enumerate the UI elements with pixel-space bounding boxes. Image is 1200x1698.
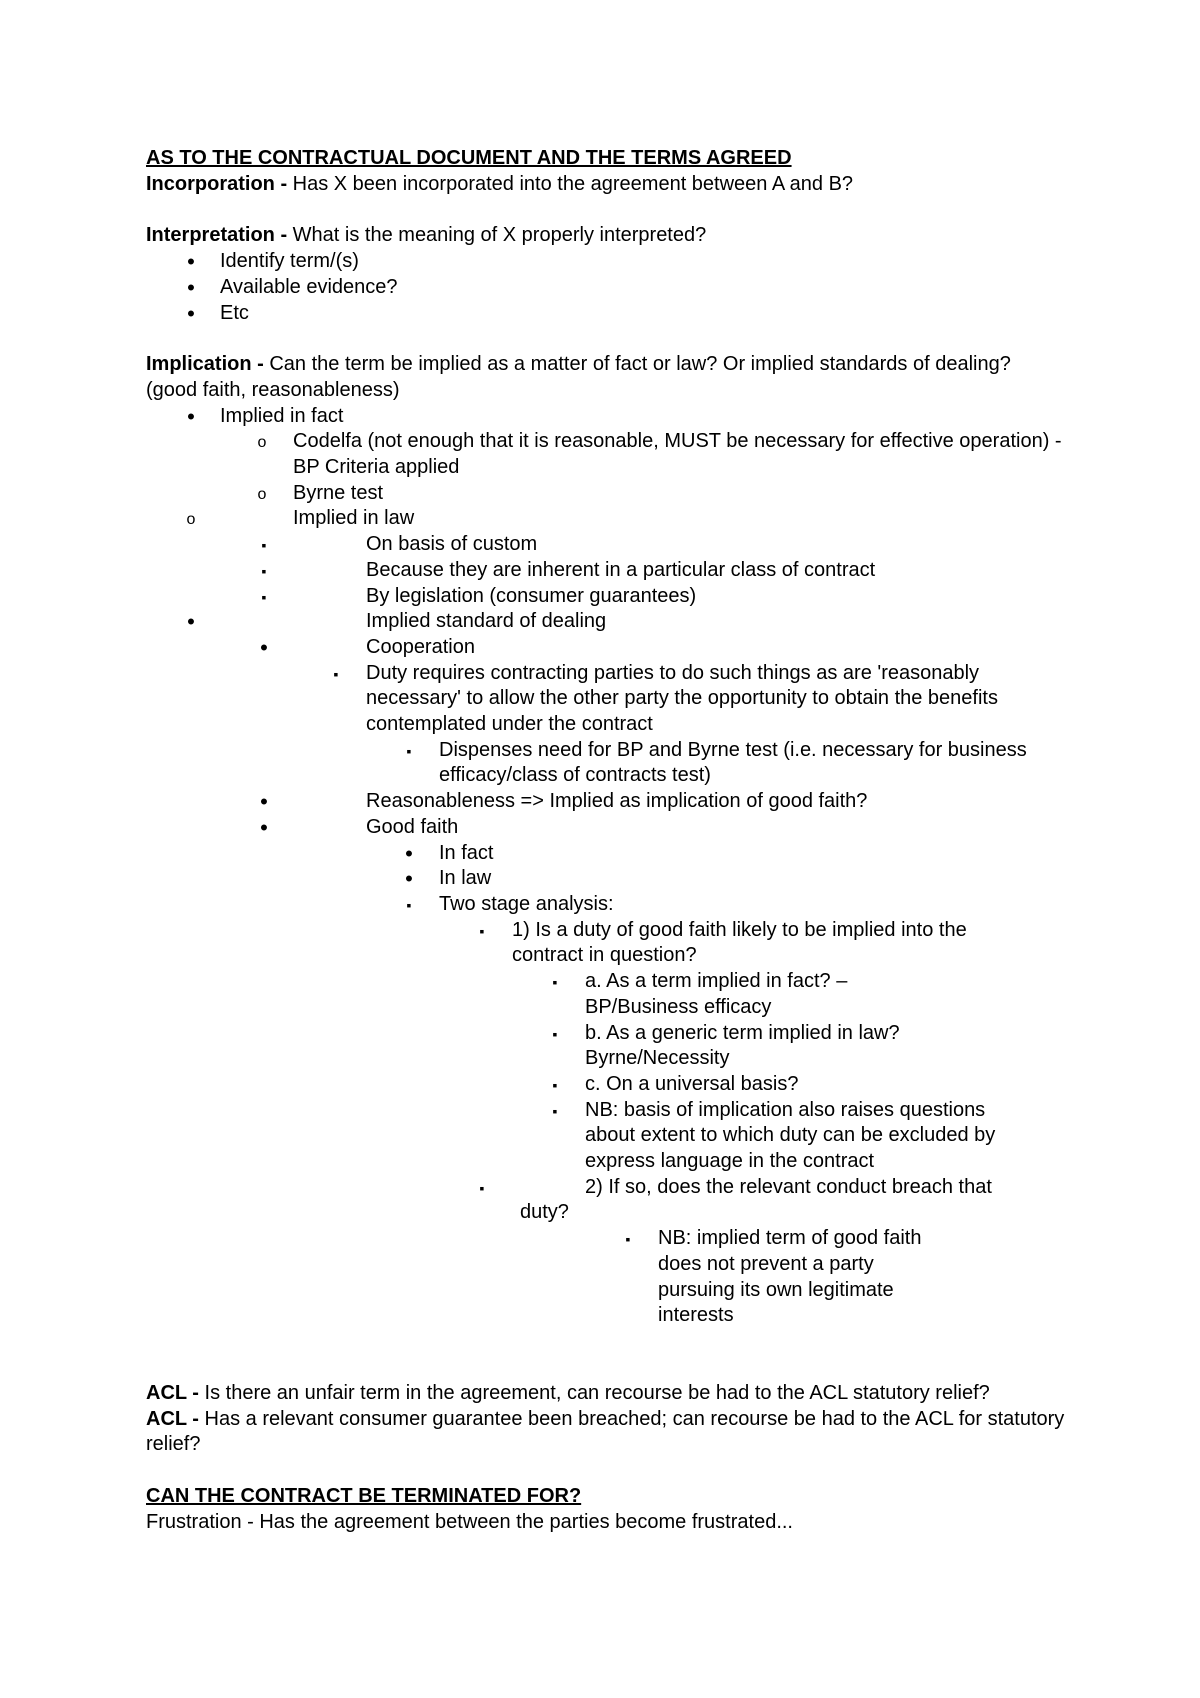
bullet-icon <box>254 815 274 843</box>
implication-list <box>146 404 1066 1329</box>
acl-consumer-guarantee-text: Has a relevant consumer guarantee been breached; can recourse be had to the ACL for statutory relief? <box>146 1407 1065 1456</box>
bullet-icon <box>181 301 201 329</box>
bullet-icon <box>181 404 201 432</box>
interpretation-text: What is the meaning of X properly interpreted? <box>287 224 707 247</box>
bullet-icon <box>181 275 201 303</box>
bullet-icon <box>254 635 274 663</box>
list-item: • Implied standard of dealing <box>146 609 1066 635</box>
list-item: • Etc <box>146 301 1066 327</box>
bullet-icon <box>181 249 201 277</box>
list-item: ▪ Duty requires contracting parties to do such things as are 'reasonably necessary' to allow the other party the opportunity to obtain the benefits contemplated under the contract <box>146 661 1066 738</box>
list-item: ▪ NB: implied term of good faith does not prevent a party pursuing its own legitimate interests <box>146 1226 1066 1329</box>
incorporation-text: Has X been incorporated into the agreement between A and B? <box>287 172 854 195</box>
interpretation-list <box>146 249 1066 326</box>
list-item: ▪ Dispenses need for BP and Byrne test (i.e. necessary for business efficacy/class of contracts test) <box>146 738 1066 789</box>
list-item: o Implied in law <box>146 506 1066 532</box>
list-item: ▪ c. On a universal basis? <box>146 1072 1066 1098</box>
section-heading-termination: CAN THE CONTRACT BE TERMINATED FOR? <box>146 1485 582 1508</box>
list-item: ▪ b. As a generic term implied in law? Byrne/Necessity <box>146 1021 1066 1072</box>
square-bullet-icon <box>472 1175 492 1202</box>
section-heading-contractual-document: AS TO THE CONTRACTUAL DOCUMENT AND THE TERMS AGREED <box>146 147 792 169</box>
list-item: ▪ a. As a term implied in fact? – BP/Business efficacy <box>146 969 1066 1020</box>
square-bullet-icon <box>399 738 419 765</box>
circle-bullet-icon <box>252 481 272 508</box>
circle-bullet-icon <box>252 429 272 456</box>
square-bullet-icon <box>254 532 274 559</box>
list-item: ▪ NB: basis of implication also raises questions about extent to which duty can be excluded by express language in the contract <box>146 1098 1066 1175</box>
incorporation-paragraph <box>146 172 1066 198</box>
square-bullet-icon <box>545 1072 565 1099</box>
square-bullet-icon <box>618 1226 638 1253</box>
list-item: ▪ By legislation (consumer guarantees) <box>146 584 1066 610</box>
interpretation-label: Interpretation - <box>146 224 288 247</box>
list-item: • Reasonableness => Implied as implication of good faith? <box>146 789 1066 815</box>
list-item: ▪ Two stage analysis: <box>146 892 1066 918</box>
square-bullet-icon <box>254 558 274 585</box>
bullet-icon <box>399 866 419 894</box>
square-bullet-icon <box>326 661 346 688</box>
list-item: ▪ Because they are inherent in a particular class of contract <box>146 558 1066 584</box>
list-item: • Identify term/(s) <box>146 249 1066 275</box>
list-item: • Implied in fact <box>146 404 1066 430</box>
list-item: ▪ 2) If so, does the relevant conduct breach that duty? <box>146 1175 1066 1226</box>
list-item: • In law <box>146 866 1066 892</box>
acl-unfair-term-text: Is there an unfair term in the agreement, can recourse be had to the ACL statutory relief? <box>198 1381 990 1404</box>
square-bullet-icon <box>472 918 492 945</box>
list-item: • Cooperation <box>146 635 1066 661</box>
list-item: • Available evidence? <box>146 275 1066 301</box>
list-item: o Codelfa (not enough that it is reasonable, MUST be necessary for effective operation) - BP Criteria applied <box>146 429 1066 480</box>
frustration-paragraph: Frustration - Has the agreement between the parties become frustrated... <box>146 1510 793 1533</box>
acl-consumer-guarantee-paragraph <box>146 1407 1066 1458</box>
list-item: • Good faith <box>146 815 1066 841</box>
implication-paragraph <box>146 352 1066 403</box>
bullet-icon <box>254 789 274 817</box>
acl-label: ACL - <box>146 1407 199 1430</box>
list-item: • In fact <box>146 841 1066 867</box>
acl-label: ACL - <box>146 1381 199 1404</box>
bullet-icon <box>181 609 201 637</box>
bullet-icon <box>399 841 419 869</box>
interpretation-paragraph <box>146 223 1066 249</box>
circle-bullet-icon <box>181 506 201 533</box>
document-page <box>146 146 1066 1535</box>
square-bullet-icon <box>254 584 274 611</box>
square-bullet-icon <box>545 1098 565 1125</box>
incorporation-label: Incorporation - <box>146 172 288 195</box>
acl-unfair-term-paragraph <box>146 1381 1066 1407</box>
implication-label: Implication - <box>146 353 264 376</box>
implication-text: Can the term be implied as a matter of fact or law? Or implied standards of dealing? (good faith, reasonableness) <box>146 353 1011 401</box>
list-item: ▪ 1) Is a duty of good faith likely to be implied into the contract in question? <box>146 918 1066 969</box>
list-item: o Byrne test <box>146 481 1066 507</box>
square-bullet-icon <box>545 969 565 996</box>
list-item: ▪ On basis of custom <box>146 532 1066 558</box>
square-bullet-icon <box>545 1021 565 1048</box>
square-bullet-icon <box>399 892 419 919</box>
